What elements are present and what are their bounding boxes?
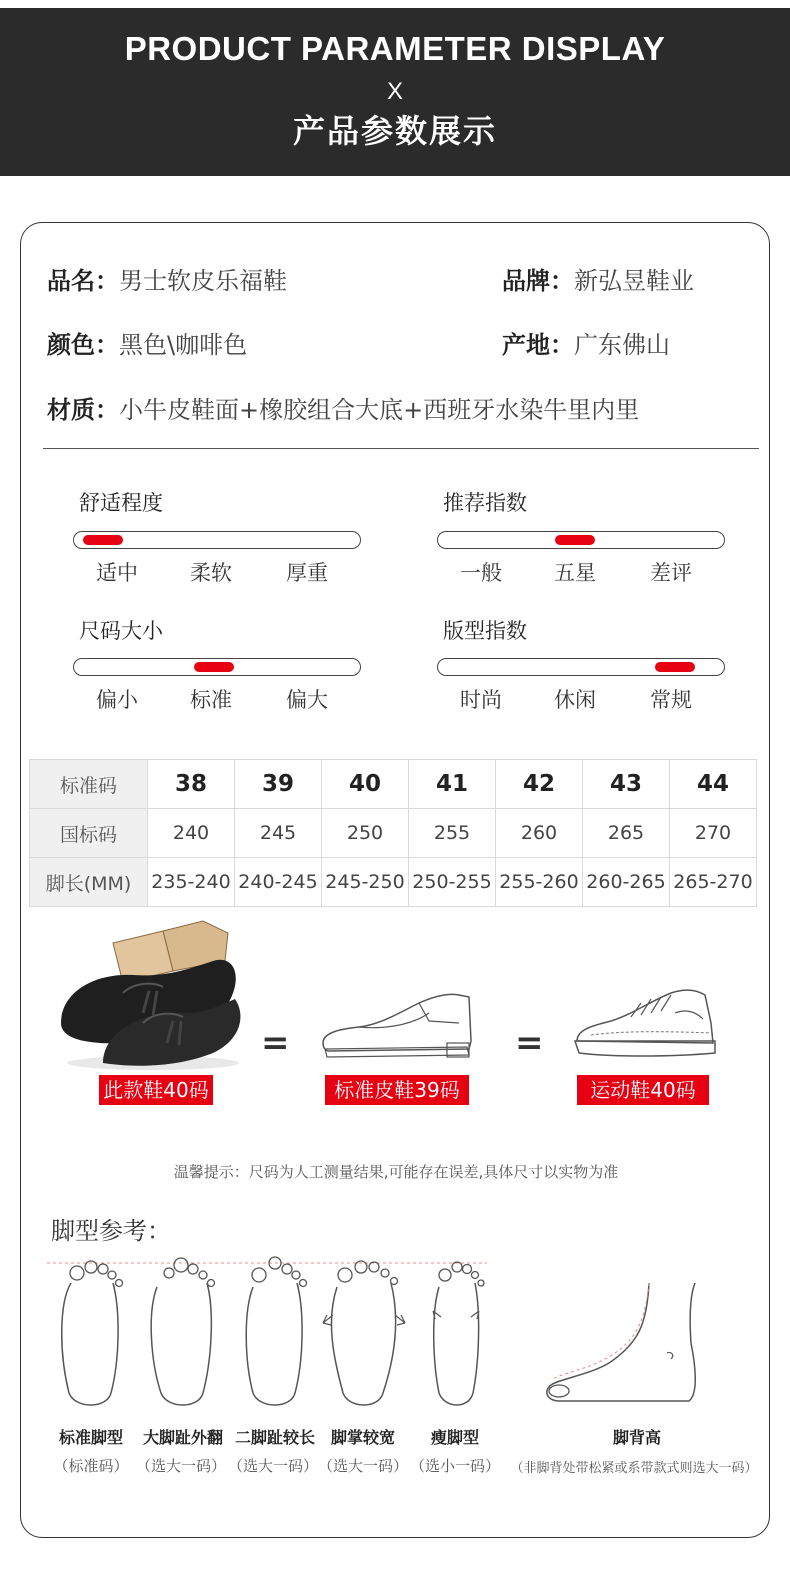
product-name [47, 261, 287, 296]
table-cell: 260-265 [583, 858, 670, 907]
table-cell: 265 [583, 809, 670, 858]
table-cell: 255-260 [496, 858, 583, 907]
label-this-shoe: 此款鞋40码 [99, 1075, 213, 1105]
product-name-label: 品名： [47, 267, 119, 295]
table-cell: 42 [496, 760, 583, 809]
table-cell: 250 [322, 809, 409, 858]
foot-type-name: 脚背高 [612, 1428, 661, 1447]
product-brand [502, 261, 694, 296]
table-cell: 245 [235, 809, 322, 858]
title-english: PRODUCT PARAMETER DISPLAY [124, 30, 666, 67]
product-material [47, 390, 639, 425]
table-cell: 43 [583, 760, 670, 809]
product-origin [502, 325, 670, 360]
table-cell: 40 [322, 760, 409, 809]
equals-sign: = [515, 1023, 544, 1063]
metric-tick: 适中 [96, 561, 138, 585]
metric-fit-indicator [655, 662, 695, 672]
label-dress-shoe: 标准皮鞋39码 [325, 1075, 469, 1105]
metric-size-indicator [194, 662, 234, 672]
row-label-standard: 标准码 [30, 760, 148, 809]
metric-comfort-track [73, 531, 361, 549]
foot-type-name: 标准脚型 [58, 1428, 123, 1447]
label-sneaker: 运动鞋40码 [577, 1075, 709, 1105]
metric-recommend-indicator [555, 535, 595, 545]
product-brand-label: 品牌： [502, 267, 574, 295]
metric-tick: 一般 [460, 561, 502, 585]
metric-fit-track [437, 658, 725, 676]
product-material-value: 小牛皮鞋面+橡胶组合大底+西班牙水染牛里内里 [119, 396, 640, 424]
metric-size-ticks [73, 684, 361, 712]
metric-fit-ticks [437, 684, 725, 712]
table-cell: 41 [409, 760, 496, 809]
metric-fit-title: 版型指数 [443, 619, 527, 643]
sneaker-icon [571, 983, 721, 1063]
table-cell: 265-270 [670, 858, 757, 907]
metric-comfort-ticks [73, 557, 361, 585]
foot-type-name: 瘦脚型 [430, 1428, 479, 1447]
foot-type-advice: （选小一码） [409, 1457, 500, 1475]
row-label-foot-length: 脚长(MM) [30, 858, 148, 907]
metric-tick: 五星 [554, 561, 596, 585]
foot-wide-icon [321, 1253, 407, 1413]
foot-type-advice: （选大一码） [227, 1457, 318, 1475]
table-row [30, 760, 757, 809]
table-cell: 44 [670, 760, 757, 809]
foot-type-advice: （选大一码） [135, 1457, 226, 1475]
metric-recommend-ticks [437, 557, 725, 585]
info-divider [43, 448, 759, 449]
table-cell: 235-240 [148, 858, 235, 907]
size-table [29, 759, 757, 907]
metric-tick: 时尚 [460, 688, 502, 712]
table-cell: 39 [235, 760, 322, 809]
table-cell: 260 [496, 809, 583, 858]
header-banner [0, 8, 790, 176]
parameter-card [20, 222, 770, 1538]
table-row [30, 809, 757, 858]
product-color-value: 黑色\咖啡色 [119, 331, 248, 359]
metric-tick: 偏小 [96, 688, 138, 712]
product-material-label: 材质： [47, 396, 119, 424]
metric-tick: 柔软 [190, 561, 232, 585]
equals-sign: = [261, 1023, 290, 1063]
loafer-photo-icon [53, 913, 243, 1073]
foot-long-second-toe-icon [235, 1253, 315, 1413]
row-label-national: 国标码 [30, 809, 148, 858]
metric-tick: 差评 [650, 561, 692, 585]
table-cell: 270 [670, 809, 757, 858]
foot-type-name: 二脚趾较长 [234, 1428, 315, 1447]
foot-type-advice: （选大一码） [317, 1457, 408, 1475]
table-cell: 255 [409, 809, 496, 858]
size-tip: 温馨提示：尺码为人工测量结果,可能存在误差,具体尺寸以实物为准 [173, 1163, 619, 1181]
foot-bunion-icon [143, 1253, 223, 1413]
metric-recommend-track [437, 531, 725, 549]
table-cell: 240-245 [235, 858, 322, 907]
metric-comfort-title: 舒适程度 [79, 491, 163, 515]
metric-tick: 厚重 [286, 561, 328, 585]
product-origin-label: 产地： [502, 331, 574, 359]
table-cell: 240 [148, 809, 235, 858]
metric-tick: 常规 [650, 688, 692, 712]
metric-recommend-title: 推荐指数 [443, 491, 527, 515]
product-brand-value: 新弘昱鞋业 [574, 267, 694, 295]
foot-type-advice: （非脚背处带松紧或系带款式则选大一码） [510, 1461, 758, 1476]
product-origin-value: 广东佛山 [574, 331, 670, 359]
foot-type-title: 脚型参考： [51, 1217, 171, 1245]
metric-tick: 休闲 [554, 688, 596, 712]
product-color-label: 颜色： [47, 331, 119, 359]
metric-tick: 偏大 [286, 688, 328, 712]
product-color [47, 325, 247, 360]
table-cell: 38 [148, 760, 235, 809]
metric-tick: 标准 [190, 688, 232, 712]
foot-standard-icon [51, 1253, 131, 1413]
foot-narrow-icon [417, 1253, 497, 1413]
foot-type-name: 大脚趾外翻 [142, 1428, 223, 1447]
dress-shoe-icon [319, 983, 479, 1063]
foot-type-advice: （标准码） [53, 1457, 129, 1475]
title-chinese: 产品参数展示 [292, 112, 497, 150]
size-comparison [21, 913, 771, 1123]
product-name-value: 男士软皮乐福鞋 [119, 267, 287, 295]
foot-high-instep-icon [539, 1283, 709, 1413]
metric-comfort-indicator [83, 535, 123, 545]
table-cell: 250-255 [409, 858, 496, 907]
foot-type-name: 脚掌较宽 [330, 1428, 395, 1447]
metric-size-track [73, 658, 361, 676]
table-row [30, 858, 757, 907]
title-separator: X [386, 78, 403, 105]
metric-size-title: 尺码大小 [79, 619, 163, 643]
table-cell: 245-250 [322, 858, 409, 907]
